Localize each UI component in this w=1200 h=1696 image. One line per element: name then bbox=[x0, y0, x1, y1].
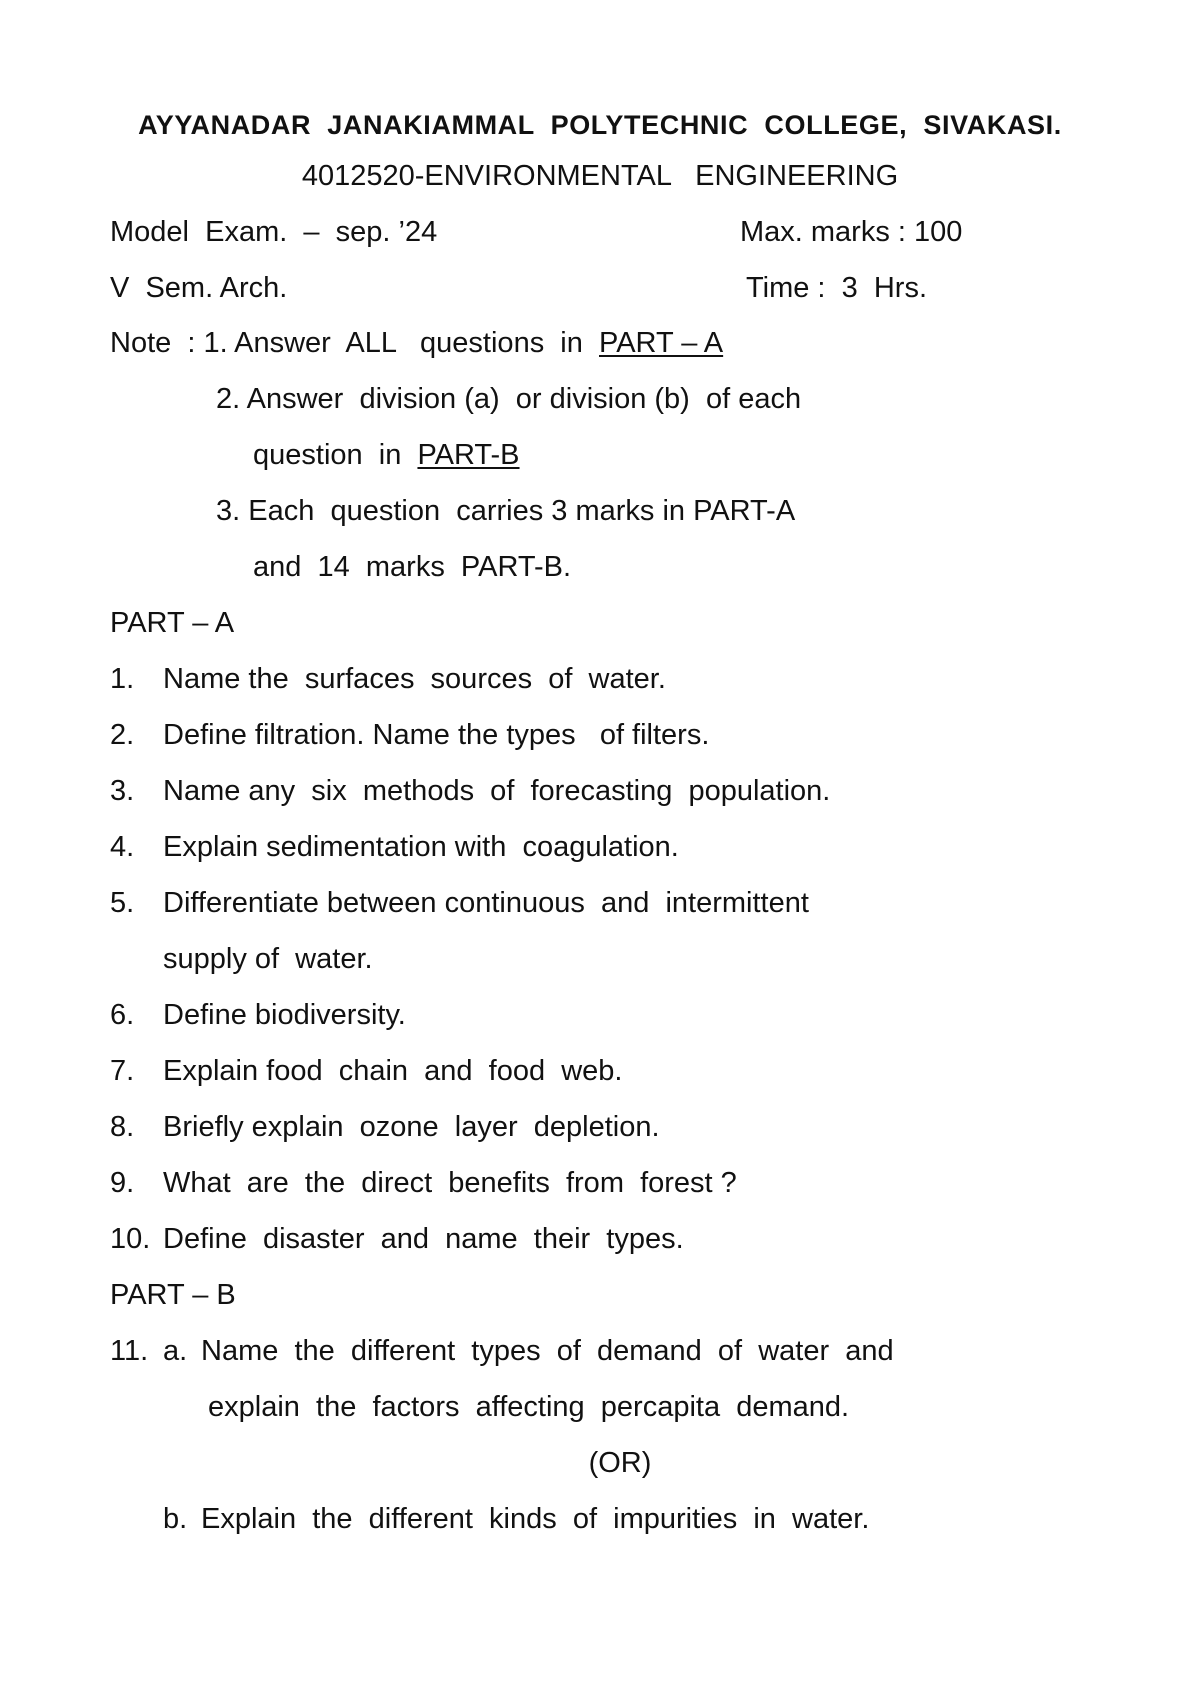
or-separator: (OR) bbox=[588, 1447, 652, 1479]
division-b-text: Explain the different kinds of impurities in water. bbox=[201, 1503, 870, 1535]
note-2-text: question in bbox=[253, 439, 418, 471]
question-number: 10. bbox=[110, 1223, 151, 1255]
subject-title: 4012520-ENVIRONMENTAL ENGINEERING bbox=[301, 160, 899, 192]
question-text-continued: supply of water. bbox=[163, 943, 373, 975]
question-number: 4. bbox=[110, 831, 135, 863]
question-text: Explain food chain and food web. bbox=[163, 1055, 623, 1087]
note-3-line-1: 3. Each question carries 3 marks in PART-A bbox=[216, 495, 796, 527]
division-a-text: Name the different types of demand of water and bbox=[201, 1335, 894, 1367]
semester: V Sem. Arch. bbox=[110, 272, 288, 304]
question-text: Name the surfaces sources of water. bbox=[163, 663, 666, 695]
part-a-title: PART – A bbox=[110, 607, 235, 639]
question-number: 5. bbox=[110, 887, 135, 919]
note-2-part-b: PART-B bbox=[417, 439, 520, 471]
exam-name: Model Exam. – sep. ’24 bbox=[110, 216, 438, 248]
question-text: Briefly explain ozone layer depletion. bbox=[163, 1111, 660, 1143]
question-text: Define disaster and name their types. bbox=[163, 1223, 684, 1255]
question-number: 9. bbox=[110, 1167, 135, 1199]
question-number: 7. bbox=[110, 1055, 135, 1087]
question-number: 8. bbox=[110, 1111, 135, 1143]
question-text: What are the direct benefits from forest ? bbox=[163, 1167, 737, 1199]
exam-time: Time : 3 Hrs. bbox=[746, 272, 927, 304]
division-a-label: a. bbox=[163, 1335, 188, 1367]
question-text: Define filtration. Name the types of filters. bbox=[163, 719, 710, 751]
max-marks: Max. marks : 100 bbox=[740, 216, 963, 248]
question-number: 11. bbox=[110, 1335, 149, 1367]
question-number: 1. bbox=[110, 663, 135, 695]
note-2-line-1: 2. Answer division (a) or division (b) of each bbox=[216, 383, 802, 415]
question-text: Define biodiversity. bbox=[163, 999, 406, 1031]
division-b-label: b. bbox=[163, 1503, 188, 1535]
question-text: Explain sedimentation with coagulation. bbox=[163, 831, 679, 863]
note-label: Note : bbox=[110, 327, 204, 359]
question-number: 6. bbox=[110, 999, 135, 1031]
note-3-line-2: and 14 marks PART-B. bbox=[253, 551, 572, 583]
part-b-title: PART – B bbox=[110, 1279, 236, 1311]
note-1-text: 1. Answer ALL questions in bbox=[203, 327, 599, 359]
note-line-1 bbox=[110, 329, 723, 358]
question-text: Differentiate between continuous and intermittent bbox=[163, 887, 809, 919]
division-a-text-continued: explain the factors affecting percapita demand. bbox=[208, 1391, 850, 1423]
question-number: 3. bbox=[110, 775, 135, 807]
note-1-part-a: PART – A bbox=[599, 327, 724, 359]
question-text: Name any six methods of forecasting population. bbox=[163, 775, 831, 807]
college-name: AYYANADAR JANAKIAMMAL POLYTECHNIC COLLEGE, SIVAKASI. bbox=[138, 110, 1062, 140]
question-number: 2. bbox=[110, 719, 135, 751]
note-2-line-2 bbox=[253, 441, 520, 470]
